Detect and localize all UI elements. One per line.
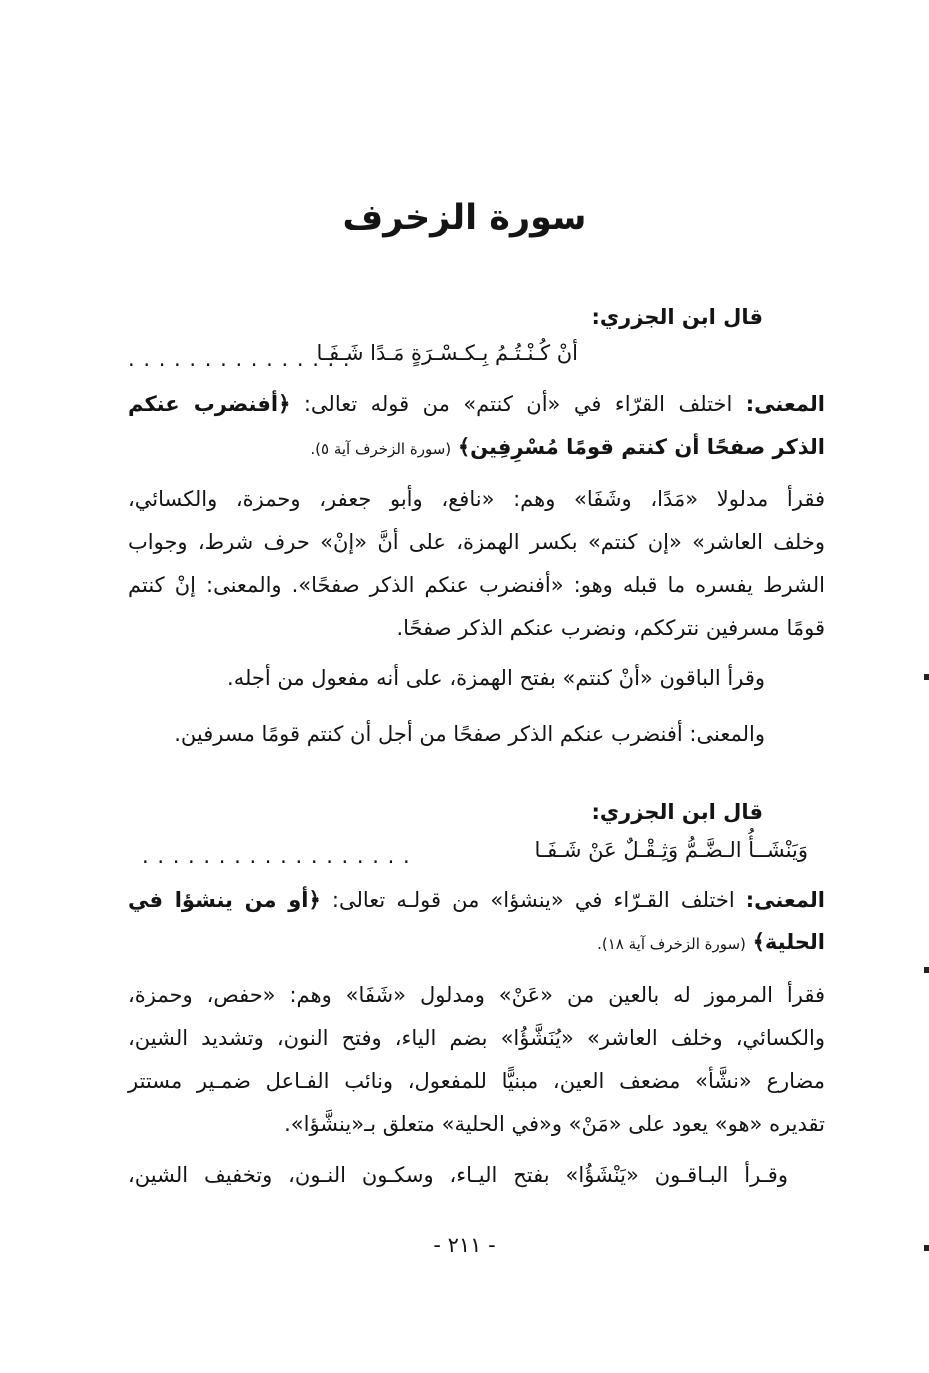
section1-paragraph1-line1: فقرأ مدلولا «مَدًا، وشَفَا» وهم: «نافع، وأبو جعفر، وحمزة، والكسائي، (128, 487, 825, 511)
section2-paragraph1-line1: فقرأ المرموز له بالعين من «عَنْ» ومدلول «شَفَا» وهم: «حفص، وحمزة، (128, 983, 825, 1007)
section2-verse (128, 833, 825, 867)
section1-quran-part1: ﴿أفنضرب عنكم (128, 392, 291, 416)
section1-paragraph1-line4: قومًا مسرفين نترككم، ونضرب عنكم الذكر صفحًا. (396, 616, 825, 640)
section1-meaning-text: اختلف القرّاء في «أن كنتم» من قوله تعالى: (303, 392, 733, 416)
scan-edge-mark (924, 1245, 929, 1251)
section2-paragraph1-line4: تقديره «هو» يعود على «مَنْ» و«في الحلية» متعلق بـ«ينشَّؤا». (284, 1112, 825, 1136)
section2-paragraph1-line3: مضارع «نشَّأ» مضعف العين، مبنيًّا للمفعول، ونائب الفـاعل ضمـير مستتر (128, 1069, 825, 1093)
section2-citation: (سورة الزخرف آية ١٨). (597, 935, 746, 953)
section2-verse-dots: . . . . . . . . . . . . . . . . . . (142, 844, 411, 868)
page-number: - ٢١١ - (433, 1233, 496, 1257)
section1-heading: قال ابن الجزري: (591, 305, 763, 329)
section2-paragraph1-line2: والكسائي، وخلف العاشر» «يُنَشَّؤُا» بضم الياء، وفتح النون، وتشديد الشين، (128, 1026, 825, 1050)
section1-meaning-line2 (128, 432, 825, 464)
section2-meaning-line2 (128, 927, 825, 959)
scan-edge-mark (924, 967, 929, 973)
section1-citation: (سورة الزخرف آية ٥). (310, 440, 452, 458)
section2-heading: قال ابن الجزري: (591, 800, 763, 824)
section2-verse-hemistich: وَيَنْشَــأُ الـضَّـمُّ وَثِـقْـلٌ عَنْ شَـفَـا (534, 838, 808, 862)
section1-quran-part2: الذكر صفحًا أن كنتم قومًا مُسْرِفِين﴾ (457, 435, 825, 459)
section1-verse (128, 336, 825, 370)
section1-verse-hemistich: أنْ كُـنْـتُـمُ بِـكـسْـرَةٍ مَـدًا شَـفَـا (316, 341, 578, 365)
section2-quran-part1: ﴿أو من ينشؤا في (128, 888, 321, 912)
section1-paragraph3: والمعنى: أفنضرب عنكم الذكر صفحًا من أجل أن كنتم قومًا مسرفين. (174, 722, 765, 746)
section1-verse-dots: . . . . . . . . . . . . . . . (128, 347, 351, 371)
section2-meaning-line1 (128, 885, 825, 915)
section1-paragraph2: وقرأ الباقون «أنْ كنتم» بفتح الهمزة، على أنه مفعول من أجله. (227, 666, 765, 690)
section1-meaning-line1 (128, 389, 825, 419)
section1-paragraph1-line3: الشرط يفسره ما قبله وهو: «أفنضرب عنكم الذكر صفحًا». والمعنى: إنْ كنتم (128, 573, 825, 597)
section1-meaning-label: المعنى: (745, 392, 825, 416)
section2-paragraph2-line1: وقـرأ البـاقـون «يَنْشَؤُا» بفتح اليـاء، وسكـون النـون، وتخفيف الشين، (128, 1163, 788, 1187)
section2-meaning-text: اختلف القـرّاء في «ينشؤا» من قولـه تعالى: (331, 888, 735, 912)
section1-paragraph1-line2: وخلف العاشر» «إن كنتم» بكسر الهمزة، على أنَّ «إنْ» حرف شرط، وجواب (128, 530, 825, 554)
surah-title: سورة الزخرف (342, 198, 587, 238)
section2-meaning-label: المعنى: (745, 888, 825, 912)
section2-quran-part2: الحلية﴾ (752, 930, 825, 954)
scan-edge-mark (924, 674, 929, 680)
